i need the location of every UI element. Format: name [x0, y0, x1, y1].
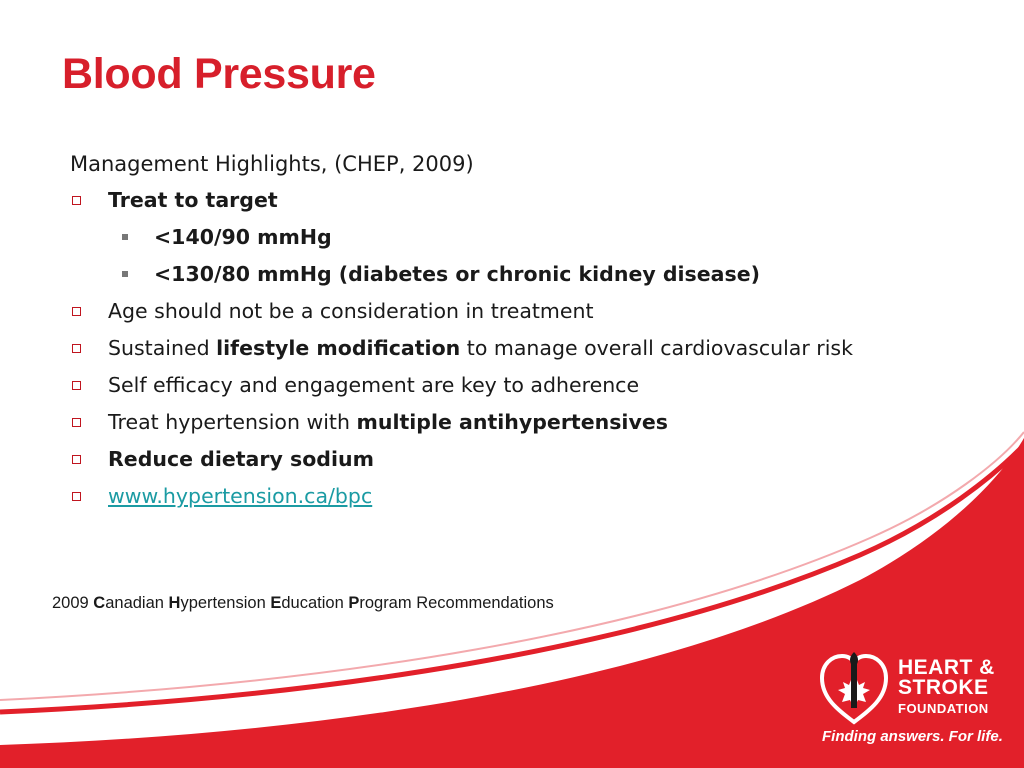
logo-line-heart: HEART & — [898, 656, 995, 679]
bullet-text: Self efficacy and engagement are key to adherence — [108, 373, 640, 397]
footer-word-hypertension: ypertension — [180, 594, 271, 612]
bullet-text: Reduce dietary sodium — [108, 447, 374, 471]
footer-letter-e: E — [270, 594, 282, 612]
footer-note — [52, 594, 554, 613]
heart-and-stroke-logo — [816, 650, 1006, 750]
sub-bullet-140-90 — [108, 223, 900, 252]
bullet-age — [70, 297, 900, 326]
heart-torch-maple-leaf-icon — [818, 650, 890, 726]
footer-letter-c: C — [93, 594, 106, 612]
bullet-link — [70, 482, 900, 511]
hollow-square-icon — [72, 196, 81, 205]
hollow-square-icon — [72, 455, 81, 464]
bullet-treat-to-target — [70, 186, 900, 289]
intro-heading: Management Highlights, (CHEP, 2009) — [70, 152, 474, 176]
footer-word-education: ducation — [281, 594, 349, 612]
bullet-lifestyle — [70, 334, 900, 363]
filled-square-icon — [122, 234, 128, 240]
footer-year: 2009 — [52, 594, 94, 612]
bullet-text-pre: Treat hypertension with — [108, 410, 357, 434]
slide-content — [70, 150, 900, 519]
hollow-square-icon — [72, 307, 81, 316]
logo-wordmark — [898, 658, 995, 719]
bullet-text-post: to manage overall cardiovascular risk — [460, 336, 853, 360]
hollow-square-icon — [72, 344, 81, 353]
bullet-text: Age should not be a consideration in treatment — [108, 299, 594, 323]
footer-letter-h: H — [168, 594, 181, 612]
hollow-square-icon — [72, 381, 81, 390]
hollow-square-icon — [72, 418, 81, 427]
bullet-list — [70, 186, 900, 511]
bullet-text-pre: Sustained — [108, 336, 217, 360]
bullet-text-bold: multiple antihypertensives — [356, 410, 668, 434]
bullet-sodium — [70, 445, 900, 474]
bullet-multiple — [70, 408, 900, 437]
footer-word-canadian: anadian — [105, 594, 169, 612]
sub-bullet-130-80 — [108, 260, 900, 289]
footer-letter-p: P — [348, 594, 360, 612]
filled-square-icon — [122, 271, 128, 277]
sub-bullet-text: <140/90 mmHg — [154, 225, 332, 249]
bullet-text: Treat to target — [108, 188, 278, 212]
sub-bullet-text: <130/80 mmHg (diabetes or chronic kidney disease) — [154, 262, 760, 286]
logo-line-foundation: FOUNDATION — [898, 701, 989, 716]
hollow-square-icon — [72, 492, 81, 501]
logo-line-stroke: STROKE — [898, 676, 989, 699]
bullet-text-bold: lifestyle modification — [216, 336, 461, 360]
slide-title: Blood Pressure — [62, 50, 376, 98]
hypertension-link[interactable]: www.hypertension.ca/bpc — [108, 484, 373, 508]
bullet-efficacy — [70, 371, 900, 400]
sub-bullet-list — [108, 223, 900, 289]
logo-tagline: Finding answers. For life. — [822, 728, 1003, 745]
footer-word-program: rogram Recommendations — [359, 594, 554, 612]
